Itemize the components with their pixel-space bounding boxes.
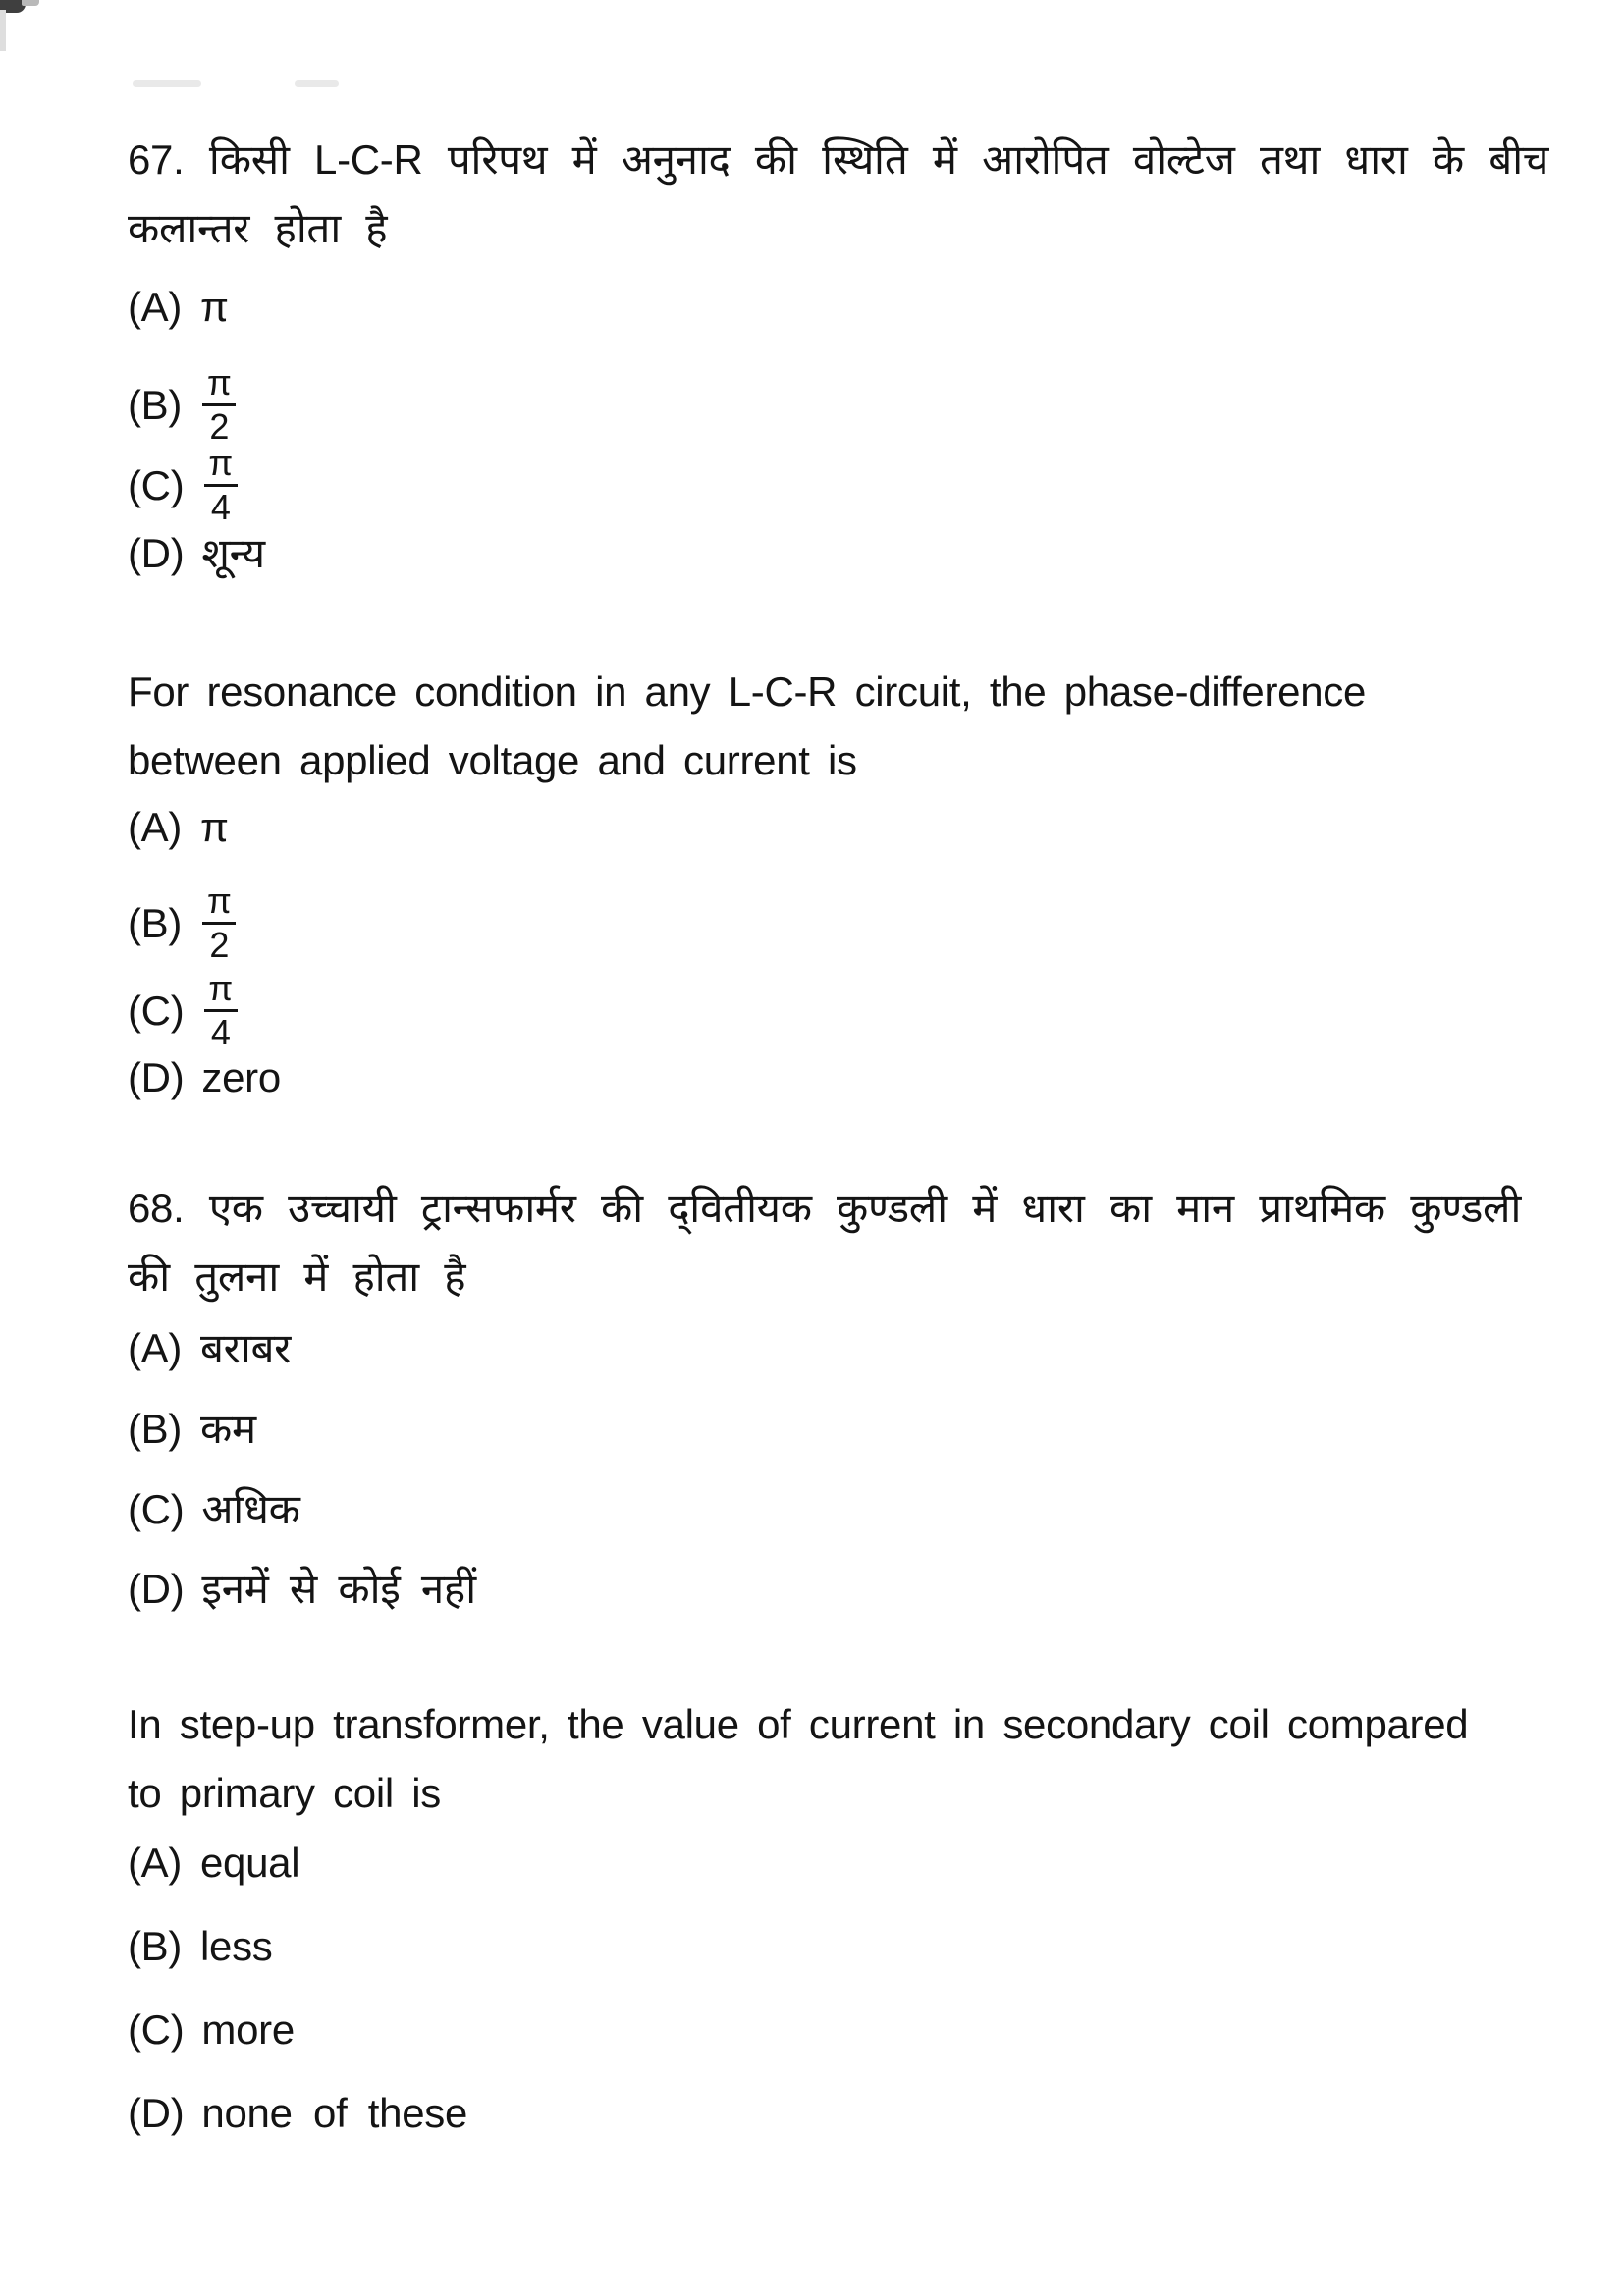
fraction-denominator: 2 <box>202 403 236 447</box>
option-row-68en-c <box>128 2003 295 2056</box>
question-text-line: की तुलना में होता है <box>128 1254 466 1300</box>
option-label: (D) <box>128 530 185 576</box>
fraction <box>201 444 240 527</box>
option-value: अधिक <box>201 1486 300 1532</box>
scan-artifact-smudge <box>295 80 339 87</box>
option-value: none of these <box>201 2090 468 2136</box>
option-row-68en-d <box>128 2087 467 2140</box>
option-row-67en-d <box>128 1051 281 1104</box>
scan-artifact-edge <box>0 10 6 51</box>
fraction-numerator: π <box>207 362 232 402</box>
question-67-english <box>128 658 1512 795</box>
option-row-67hi-c <box>128 444 240 527</box>
option-label: (A) <box>128 1325 183 1371</box>
option-row-68hi-b <box>128 1403 256 1456</box>
option-value: equal <box>200 1840 300 1886</box>
option-value: कम <box>200 1406 256 1452</box>
option-label: (C) <box>128 2006 185 2053</box>
option-value: zero <box>201 1054 281 1100</box>
option-label: (D) <box>128 2090 185 2136</box>
question-text-line: 67. किसी L-C-R परिपथ में अनुनाद की स्थिति में आरोपित वोल्टेज तथा धारा के बीच <box>128 136 1549 183</box>
fraction <box>201 969 240 1052</box>
option-label: (B) <box>128 1406 183 1452</box>
option-label: (B) <box>128 899 183 946</box>
option-value: less <box>200 1923 273 1969</box>
fraction <box>200 363 239 447</box>
question-text-line: to primary coil is <box>128 1770 441 1816</box>
option-value: π <box>200 284 229 330</box>
option-row-67en-b <box>128 881 239 965</box>
option-row-67en-c <box>128 969 240 1052</box>
fraction-denominator: 2 <box>202 922 236 965</box>
scan-artifact-corner-tail <box>22 0 39 6</box>
option-label: (A) <box>128 804 183 850</box>
question-text-line: 68. एक उच्चायी ट्रान्सफार्मर की द्‌वितीयक कुण्डली में धारा का मान प्राथमिक कुण्डली <box>128 1185 1522 1231</box>
option-value: more <box>201 2006 295 2053</box>
option-row-67en-a <box>128 801 229 854</box>
option-row-68hi-a <box>128 1322 291 1375</box>
scan-artifact-smudge <box>133 80 201 87</box>
question-text-line: कलान्तर होता है <box>128 205 388 251</box>
question-text-line: In step-up transformer, the value of current in secondary coil compared <box>128 1701 1469 1747</box>
option-label: (B) <box>128 381 183 428</box>
option-label: (B) <box>128 1923 183 1969</box>
option-value: इनमें से कोई नहीं <box>201 1566 476 1612</box>
option-row-67hi-d <box>128 527 265 580</box>
option-row-67hi-a <box>128 281 229 334</box>
option-row-67hi-b <box>128 363 239 447</box>
option-row-68hi-c <box>128 1483 300 1536</box>
option-value: π <box>200 804 229 850</box>
question-68-hindi <box>128 1174 1522 1311</box>
question-text-line: between applied voltage and current is <box>128 737 857 783</box>
option-row-68en-b <box>128 1920 273 1973</box>
option-label: (C) <box>128 987 185 1034</box>
question-67-hindi <box>128 126 1549 263</box>
option-label: (C) <box>128 1486 185 1532</box>
fraction <box>200 881 239 965</box>
option-row-68en-a <box>128 1837 299 1890</box>
question-text-line: For resonance condition in any L-C-R circuit, the phase-difference <box>128 668 1367 715</box>
option-value: शून्य <box>201 530 265 576</box>
option-label: (C) <box>128 461 185 508</box>
fraction-denominator: 4 <box>204 484 238 527</box>
fraction-numerator: π <box>208 968 233 1008</box>
option-label: (D) <box>128 1054 185 1100</box>
option-label: (A) <box>128 1840 183 1886</box>
option-value: बराबर <box>200 1325 291 1371</box>
fraction-denominator: 4 <box>204 1009 238 1052</box>
option-label: (D) <box>128 1566 185 1612</box>
fraction-numerator: π <box>208 443 233 483</box>
fraction-numerator: π <box>207 881 232 921</box>
question-68-english <box>128 1690 1512 1828</box>
option-label: (A) <box>128 284 183 330</box>
option-row-68hi-d <box>128 1563 476 1616</box>
